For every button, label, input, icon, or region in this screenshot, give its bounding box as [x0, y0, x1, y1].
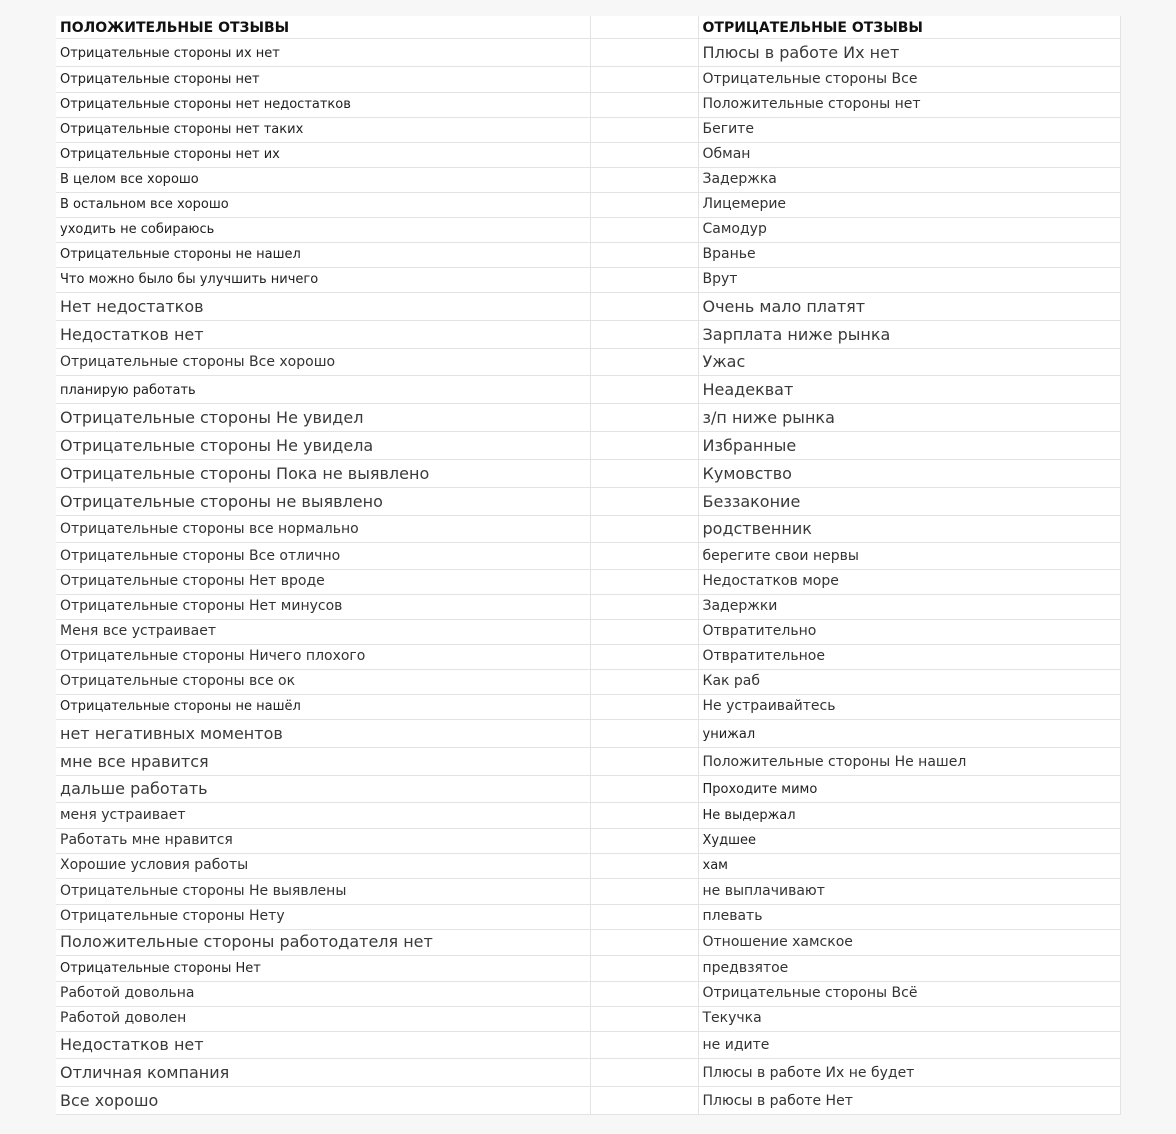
table-row: [56, 775, 1120, 802]
table-row: [56, 431, 1120, 459]
positive-review-cell[interactable]: Хорошие условия работы: [56, 853, 590, 878]
negative-review-cell[interactable]: Отрицательные стороны Все: [698, 66, 1120, 92]
table-row: [56, 142, 1120, 167]
negative-review-cell[interactable]: Отвратительно: [698, 619, 1120, 644]
negative-review-cell[interactable]: хам: [698, 853, 1120, 878]
empty-cell[interactable]: [590, 242, 698, 267]
table-row: [56, 542, 1120, 569]
negative-review-cell[interactable]: Проходите мимо: [698, 775, 1120, 802]
positive-review-cell[interactable]: планирую работать: [56, 375, 590, 403]
positive-review-cell[interactable]: Отрицательные стороны Нет: [56, 955, 590, 981]
empty-cell[interactable]: [590, 802, 698, 828]
reviews-table: [56, 16, 1121, 1115]
negative-review-cell[interactable]: Текучка: [698, 1006, 1120, 1031]
empty-cell[interactable]: [590, 167, 698, 192]
negative-review-cell[interactable]: унижал: [698, 719, 1120, 747]
positive-review-cell[interactable]: Отличная компания: [56, 1058, 590, 1086]
empty-cell[interactable]: [590, 487, 698, 515]
table-row: [56, 929, 1120, 955]
table-row: [56, 828, 1120, 853]
review-spreadsheet: [56, 16, 1120, 1114]
negative-review-cell[interactable]: Как раб: [698, 669, 1120, 694]
positive-review-cell[interactable]: В остальном все хорошо: [56, 192, 590, 217]
positive-review-cell[interactable]: Работать мне нравится: [56, 828, 590, 853]
empty-cell[interactable]: [590, 267, 698, 292]
positive-review-cell[interactable]: меня устраивает: [56, 802, 590, 828]
negative-review-cell[interactable]: предвзятое: [698, 955, 1120, 981]
table-row: [56, 619, 1120, 644]
table-row: [56, 955, 1120, 981]
negative-review-cell[interactable]: Лицемерие: [698, 192, 1120, 217]
empty-cell[interactable]: [590, 403, 698, 431]
negative-review-cell[interactable]: плевать: [698, 904, 1120, 929]
empty-cell[interactable]: [590, 217, 698, 242]
table-row: [56, 403, 1120, 431]
table-row: [56, 594, 1120, 619]
negative-review-cell[interactable]: Недостатков море: [698, 569, 1120, 594]
empty-cell[interactable]: [590, 542, 698, 569]
positive-review-cell[interactable]: Отрицательные стороны не выявлено: [56, 487, 590, 515]
table-row: [56, 1086, 1120, 1114]
table-row: [56, 904, 1120, 929]
empty-cell[interactable]: [590, 569, 698, 594]
positive-reviews-header[interactable]: ПОЛОЖИТЕЛЬНЫЕ ОТЗЫВЫ: [56, 16, 590, 38]
positive-review-cell[interactable]: Отрицательные стороны нет: [56, 66, 590, 92]
positive-review-cell[interactable]: Положительные стороны работодателя нет: [56, 929, 590, 955]
table-row: [56, 459, 1120, 487]
positive-review-cell[interactable]: Отрицательные стороны Нет минусов: [56, 594, 590, 619]
negative-review-cell[interactable]: родственник: [698, 515, 1120, 542]
table-row: [56, 267, 1120, 292]
positive-review-cell[interactable]: дальше работать: [56, 775, 590, 802]
negative-review-cell[interactable]: Врут: [698, 267, 1120, 292]
table-row: [56, 878, 1120, 904]
positive-review-cell[interactable]: Меня все устраивает: [56, 619, 590, 644]
positive-review-cell[interactable]: Отрицательные стороны Все хорошо: [56, 348, 590, 375]
negative-review-cell[interactable]: Не устраивайтесь: [698, 694, 1120, 719]
positive-review-cell[interactable]: Отрицательные стороны не нашёл: [56, 694, 590, 719]
empty-cell[interactable]: [590, 619, 698, 644]
table-row: [56, 167, 1120, 192]
empty-cell[interactable]: [590, 66, 698, 92]
negative-review-cell[interactable]: Очень мало платят: [698, 292, 1120, 320]
empty-cell[interactable]: [590, 431, 698, 459]
table-row: [56, 38, 1120, 66]
positive-review-cell[interactable]: Отрицательные стороны нет их: [56, 142, 590, 167]
empty-cell[interactable]: [590, 694, 698, 719]
table-row: [56, 192, 1120, 217]
empty-cell[interactable]: [590, 117, 698, 142]
positive-review-cell[interactable]: Отрицательные стороны все нормально: [56, 515, 590, 542]
positive-review-cell[interactable]: Отрицательные стороны Ничего плохого: [56, 644, 590, 669]
positive-review-cell[interactable]: Отрицательные стороны нет недостатков: [56, 92, 590, 117]
positive-review-cell[interactable]: Отрицательные стороны не нашел: [56, 242, 590, 267]
table-row: [56, 719, 1120, 747]
empty-cell[interactable]: [590, 878, 698, 904]
empty-cell[interactable]: [590, 292, 698, 320]
empty-cell[interactable]: [590, 515, 698, 542]
positive-review-cell[interactable]: Отрицательные стороны все ок: [56, 669, 590, 694]
table-row: [56, 747, 1120, 775]
positive-review-cell[interactable]: Отрицательные стороны Не увидела: [56, 431, 590, 459]
positive-review-cell[interactable]: Работой доволен: [56, 1006, 590, 1031]
negative-review-cell[interactable]: не идите: [698, 1031, 1120, 1058]
empty-cell[interactable]: [590, 719, 698, 747]
negative-review-cell[interactable]: Отрицательные стороны Всё: [698, 981, 1120, 1006]
negative-review-cell[interactable]: Ужас: [698, 348, 1120, 375]
table-row: [56, 1031, 1120, 1058]
positive-review-cell[interactable]: Отрицательные стороны нет таких: [56, 117, 590, 142]
table-row: [56, 117, 1120, 142]
positive-review-cell[interactable]: Что можно было бы улучшить ничего: [56, 267, 590, 292]
table-row: [56, 515, 1120, 542]
negative-review-cell[interactable]: Отвратительное: [698, 644, 1120, 669]
positive-review-cell[interactable]: Отрицательные стороны Пока не выявлено: [56, 459, 590, 487]
empty-cell[interactable]: [590, 459, 698, 487]
negative-review-cell[interactable]: Обман: [698, 142, 1120, 167]
negative-review-cell[interactable]: Вранье: [698, 242, 1120, 267]
negative-review-cell[interactable]: не выплачивают: [698, 878, 1120, 904]
negative-review-cell[interactable]: Отношение хамское: [698, 929, 1120, 955]
table-row: [56, 694, 1120, 719]
empty-cell[interactable]: [590, 1086, 698, 1114]
table-row: [56, 217, 1120, 242]
empty-cell[interactable]: [590, 981, 698, 1006]
positive-review-cell[interactable]: нет негативных моментов: [56, 719, 590, 747]
negative-review-cell[interactable]: Избранные: [698, 431, 1120, 459]
positive-review-cell[interactable]: Недостатков нет: [56, 1031, 590, 1058]
positive-review-cell[interactable]: Отрицательные стороны Не увидел: [56, 403, 590, 431]
positive-review-cell[interactable]: Отрицательные стороны их нет: [56, 38, 590, 66]
negative-review-cell[interactable]: Зарплата ниже рынка: [698, 320, 1120, 348]
empty-cell[interactable]: [590, 348, 698, 375]
negative-review-cell[interactable]: Бегите: [698, 117, 1120, 142]
empty-cell[interactable]: [590, 92, 698, 117]
negative-review-cell[interactable]: Плюсы в работе Их не будет: [698, 1058, 1120, 1086]
empty-cell[interactable]: [590, 853, 698, 878]
positive-review-cell[interactable]: мне все нравится: [56, 747, 590, 775]
table-row: [56, 292, 1120, 320]
negative-review-cell[interactable]: Неадекват: [698, 375, 1120, 403]
empty-cell[interactable]: [590, 142, 698, 167]
header-row: [56, 16, 1120, 38]
empty-cell[interactable]: [590, 828, 698, 853]
negative-review-cell[interactable]: Худшее: [698, 828, 1120, 853]
positive-review-cell[interactable]: Отрицательные стороны Нет вроде: [56, 569, 590, 594]
negative-review-cell[interactable]: Беззаконие: [698, 487, 1120, 515]
negative-review-cell[interactable]: Задержка: [698, 167, 1120, 192]
positive-review-cell[interactable]: Все хорошо: [56, 1086, 590, 1114]
empty-cell[interactable]: [590, 594, 698, 619]
negative-review-cell[interactable]: берегите свои нервы: [698, 542, 1120, 569]
positive-review-cell[interactable]: Недостатков нет: [56, 320, 590, 348]
empty-cell[interactable]: [590, 1058, 698, 1086]
table-row: [56, 669, 1120, 694]
empty-cell[interactable]: [590, 644, 698, 669]
positive-review-cell[interactable]: Отрицательные стороны Все отлично: [56, 542, 590, 569]
table-row: [56, 375, 1120, 403]
negative-reviews-header[interactable]: ОТРИЦАТЕЛЬНЫЕ ОТЗЫВЫ: [698, 16, 1120, 38]
table-row: [56, 569, 1120, 594]
table-row: [56, 320, 1120, 348]
table-row: [56, 981, 1120, 1006]
negative-review-cell[interactable]: з/п ниже рынка: [698, 403, 1120, 431]
table-row: [56, 1058, 1120, 1086]
negative-review-cell[interactable]: Не выдержал: [698, 802, 1120, 828]
empty-cell[interactable]: [590, 955, 698, 981]
negative-review-cell[interactable]: Положительные стороны нет: [698, 92, 1120, 117]
empty-cell[interactable]: [590, 1031, 698, 1058]
empty-cell[interactable]: [590, 16, 698, 38]
table-row: [56, 644, 1120, 669]
positive-review-cell[interactable]: В целом все хорошо: [56, 167, 590, 192]
empty-cell[interactable]: [590, 669, 698, 694]
empty-cell[interactable]: [590, 904, 698, 929]
negative-review-cell[interactable]: Плюсы в работе Нет: [698, 1086, 1120, 1114]
table-row: [56, 66, 1120, 92]
empty-cell[interactable]: [590, 192, 698, 217]
negative-review-cell[interactable]: Задержки: [698, 594, 1120, 619]
positive-review-cell[interactable]: уходить не собираюсь: [56, 217, 590, 242]
empty-cell[interactable]: [590, 375, 698, 403]
empty-cell[interactable]: [590, 929, 698, 955]
table-row: [56, 802, 1120, 828]
negative-review-cell[interactable]: Плюсы в работе Их нет: [698, 38, 1120, 66]
empty-cell[interactable]: [590, 320, 698, 348]
table-row: [56, 348, 1120, 375]
table-row: [56, 1006, 1120, 1031]
empty-cell[interactable]: [590, 38, 698, 66]
negative-review-cell[interactable]: Кумовство: [698, 459, 1120, 487]
empty-cell[interactable]: [590, 775, 698, 802]
table-row: [56, 853, 1120, 878]
table-row: [56, 487, 1120, 515]
table-row: [56, 92, 1120, 117]
empty-cell[interactable]: [590, 747, 698, 775]
positive-review-cell[interactable]: Работой довольна: [56, 981, 590, 1006]
table-row: [56, 242, 1120, 267]
positive-review-cell[interactable]: Нет недостатков: [56, 292, 590, 320]
negative-review-cell[interactable]: Положительные стороны Не нашел: [698, 747, 1120, 775]
negative-review-cell[interactable]: Самодур: [698, 217, 1120, 242]
empty-cell[interactable]: [590, 1006, 698, 1031]
positive-review-cell[interactable]: Отрицательные стороны Нету: [56, 904, 590, 929]
positive-review-cell[interactable]: Отрицательные стороны Не выявлены: [56, 878, 590, 904]
